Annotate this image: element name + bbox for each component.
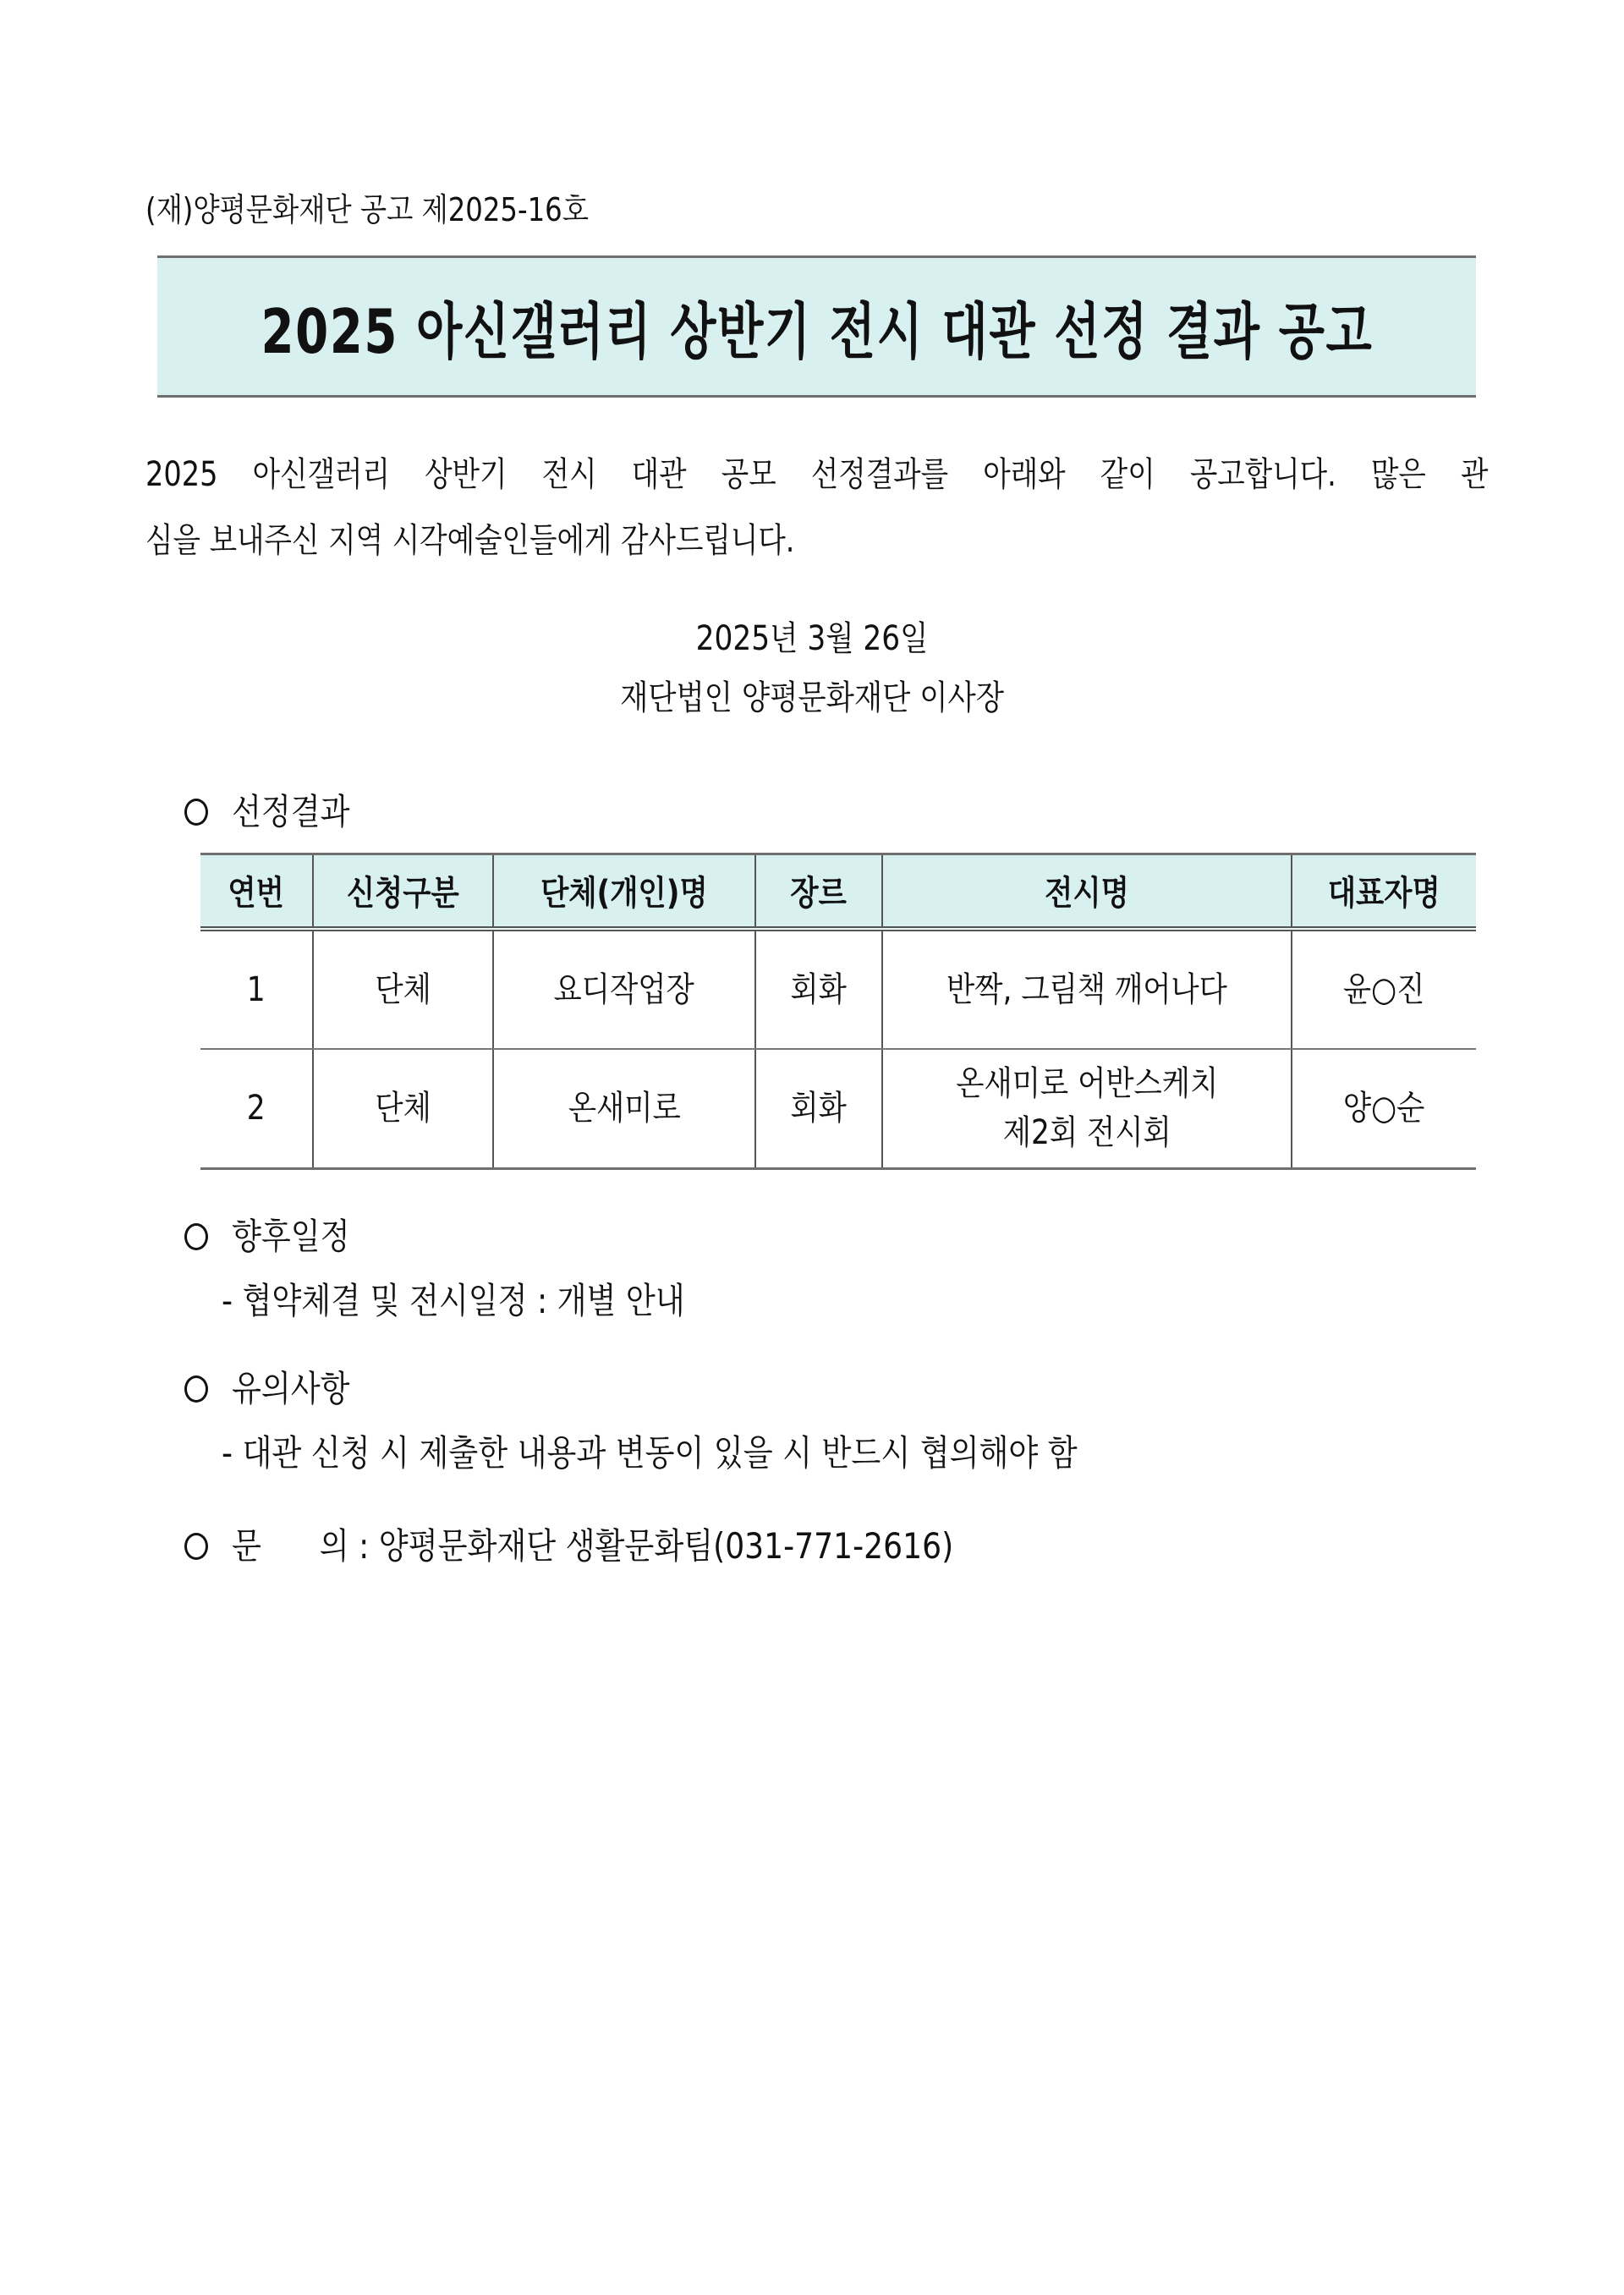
announcement-date: 2025년 3월 26일: [695, 619, 929, 658]
notice-number: (재)양평문화재단 공고 제2025-16호: [145, 191, 589, 228]
intro-word: 공모: [721, 455, 776, 494]
cell-exhibition: 온새미로 어반스케치 제2회 전시회: [882, 1049, 1292, 1169]
circle-bullet-icon: [184, 1533, 208, 1560]
intro-word: 아신갤러리: [252, 455, 390, 494]
title-banner: [157, 255, 1476, 398]
table-row: [200, 929, 1476, 1049]
section-contact-heading: 문 의 : 양평문화재단 생활문화팀(031-771-2616): [184, 1521, 1071, 1572]
section-results-heading: 선정결과: [184, 787, 369, 837]
cell-no: 1: [200, 929, 313, 1049]
circle-bullet-icon: [184, 1223, 208, 1250]
intro-line-1: [145, 442, 1489, 508]
intro-paragraph: [145, 442, 1490, 574]
section-schedule-heading: 향후일정: [184, 1211, 369, 1262]
col-header-type: 신청구분: [313, 854, 493, 929]
col-header-exhibition: 전시명: [882, 854, 1292, 929]
notes-item: - 대관 신청 시 제출한 내용과 변동이 있을 시 반드시 협의해야 함: [222, 1432, 1078, 1474]
circle-bullet-icon: [184, 799, 208, 826]
cell-exhibition: 반짝, 그림책 깨어나다: [882, 929, 1292, 1049]
cell-type: 단체: [313, 1049, 493, 1169]
cell-genre: 회화: [755, 1049, 882, 1169]
section-notes-heading: 유의사항: [184, 1364, 369, 1414]
intro-word: 공고합니다.: [1189, 455, 1336, 494]
cell-representative: 양○순: [1292, 1049, 1476, 1169]
intro-word: 많은: [1370, 455, 1426, 494]
cell-name: 요디작업장: [493, 929, 755, 1049]
circle-bullet-icon: [184, 1375, 208, 1403]
results-table: [200, 853, 1476, 1170]
page-title: 2025 아신갤러리 상반기 전시 대관 선정 결과 공고: [261, 296, 1373, 367]
intro-word: 상반기: [425, 455, 508, 494]
table-header-row: [200, 854, 1476, 929]
table-row: [200, 1049, 1476, 1169]
cell-representative: 윤○진: [1292, 929, 1476, 1049]
intro-word: 같이: [1100, 455, 1155, 494]
col-header-no: 연번: [200, 854, 313, 929]
cell-name: 온새미로: [493, 1049, 755, 1169]
col-header-representative: 대표자명: [1292, 854, 1476, 929]
cell-type: 단체: [313, 929, 493, 1049]
cell-no: 2: [200, 1049, 313, 1169]
issuer-name: 재단법인 양평문화재단 이사장: [620, 678, 1004, 717]
intro-word: 대관: [631, 455, 687, 494]
intro-word: 전시: [541, 455, 597, 494]
intro-word: 선정결과를: [810, 455, 949, 494]
intro-word: 아래와: [983, 455, 1066, 494]
col-header-genre: 장르: [755, 854, 882, 929]
intro-line-2: 심을 보내주신 지역 시각예술인들에게 감사드립니다.: [145, 521, 795, 560]
intro-word: 2025: [145, 455, 218, 494]
col-header-name: 단체(개인)명: [493, 854, 755, 929]
schedule-item: - 협약체결 및 전시일정 : 개별 안내: [222, 1280, 685, 1321]
intro-word: 관: [1461, 455, 1489, 494]
cell-genre: 회화: [755, 929, 882, 1049]
